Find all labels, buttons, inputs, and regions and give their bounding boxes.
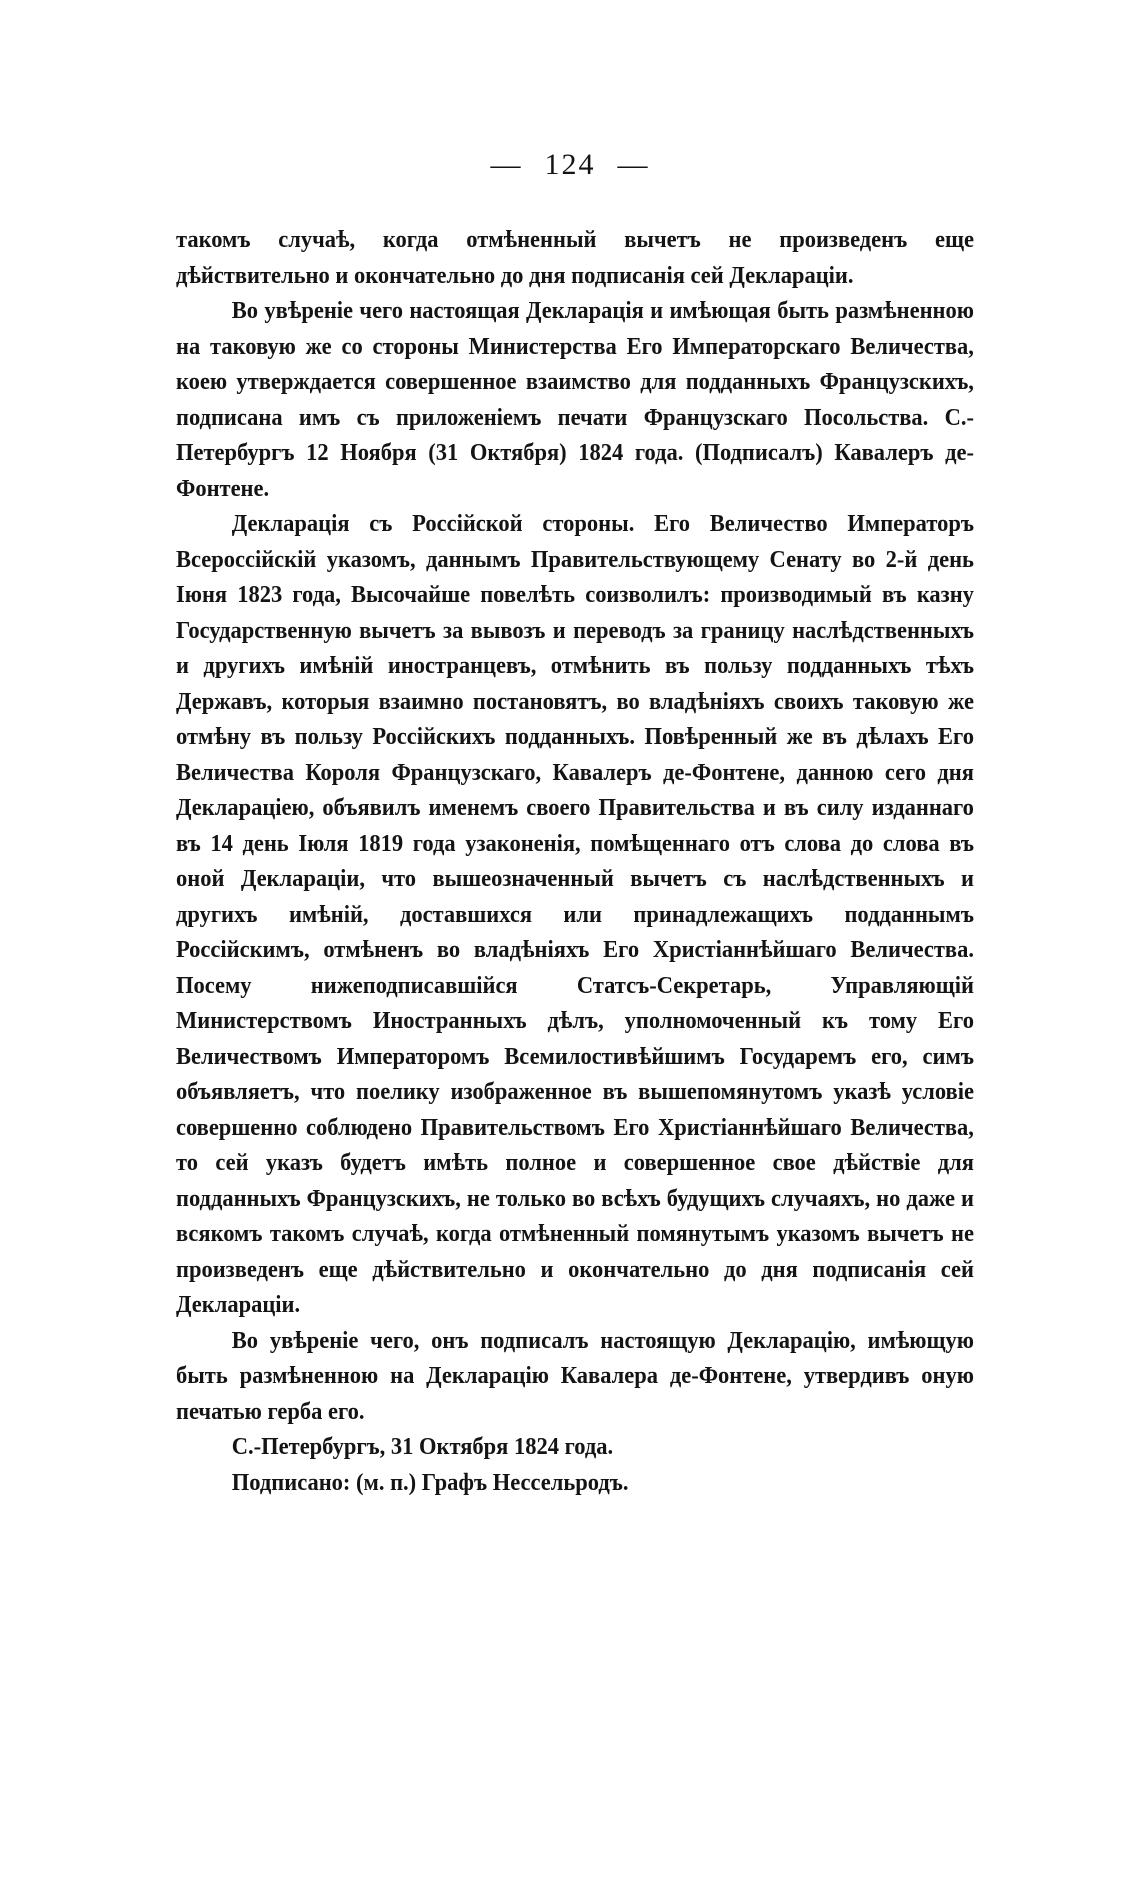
paragraph-french-declaration-attestation: Во увѣреніе чего настоящая Декларація и имѣющая быть размѣненною на таковую же со стороны Министерства Его Императорскаго Величества, коею утверждается совершенное взаимство для подданныхъ Французскихъ, подписана имъ съ приложеніемъ печати Французскаго Посольства. С.-Петербургъ 12 Ноября (31 Октября) 1824 года. (Подписалъ) Кавалеръ де-Фонтене.	[176, 297, 974, 502]
paragraph-russian-attestation: Во увѣреніе чего, онъ подписалъ настоящую Декларацію, имѣющую быть размѣненною на Декларацію Кавалера де-Фонтене, утвердивъ оную печатью герба его.	[176, 1326, 974, 1425]
paragraph-russian-declaration: Декларація съ Россійской стороны. Его Величество Императоръ Всероссійскій указомъ, даннымъ Правительствующему Сенату во 2-й день Іюня 1823 года, Высочайше повелѣть соизволилъ: производимый въ казну Государственную вычетъ за вывозъ и переводъ за границу наслѣдственныхъ и другихъ имѣній иностранцевъ, отмѣнить въ пользу подданныхъ тѣхъ Державъ, которыя взаимно постановятъ, во владѣніяхъ своихъ таковую же отмѣну въ пользу Россійскихъ подданныхъ. Повѣренный же въ дѣлахъ Его Величества Короля Французскаго, Кавалеръ де-Фонтене, данною сего дня Деклараціею, объявилъ именемъ своего Правительства и въ силу изданнаго въ 14 день Іюля 1819 года узаконенія, помѣщеннаго отъ слова до слова въ оной Деклараціи, что вышеозначенный вычетъ съ наслѣдственныхъ и другихъ имѣній, доставшихся или принадлежащихъ подданнымъ Россійскимъ, отмѣненъ во владѣніяхъ Его Христіаннѣйшаго Величества. Посему нижеподписавшійся Статсъ-Секретарь, Управляющій Министерствомъ Иностранныхъ дѣлъ, уполномоченный къ тому Его Величествомъ Императоромъ Всемилостивѣйшимъ Государемъ его, симъ объявляетъ, что поелику изображенное въ вышепомянутомъ указѣ условіе совершенно соблюдено Правительствомъ Его Христіаннѣйшаго Величества, то сей указъ будетъ имѣть полное и совершенное свое дѣйствіе для подданныхъ Французскихъ, не только во всѣхъ будущихъ случаяхъ, но даже и всякомъ такомъ случаѣ, когда отмѣненный помянутымъ указомъ вычетъ не произведенъ еще дѣйствительно и окончательно до дня подписанія сей Деклараціи.	[176, 510, 974, 1318]
place-and-date: С.-Петербургъ, 31 Октября 1824 года.	[231, 1433, 614, 1460]
page-number: 124	[544, 148, 596, 181]
paragraph-continuation: такомъ случаѣ, когда отмѣненный вычетъ не произведенъ еще дѣйствительно и окончательно до дня подписанія сей Декларацiи.	[176, 226, 974, 289]
page-number-header	[0, 148, 1140, 182]
page-number-dash-left: —	[490, 148, 523, 181]
signature-line: Подписано: (м. п.) Графъ Нессельродъ.	[231, 1468, 629, 1496]
page-number-dash-right: —	[617, 148, 650, 181]
body-text	[176, 222, 974, 1500]
